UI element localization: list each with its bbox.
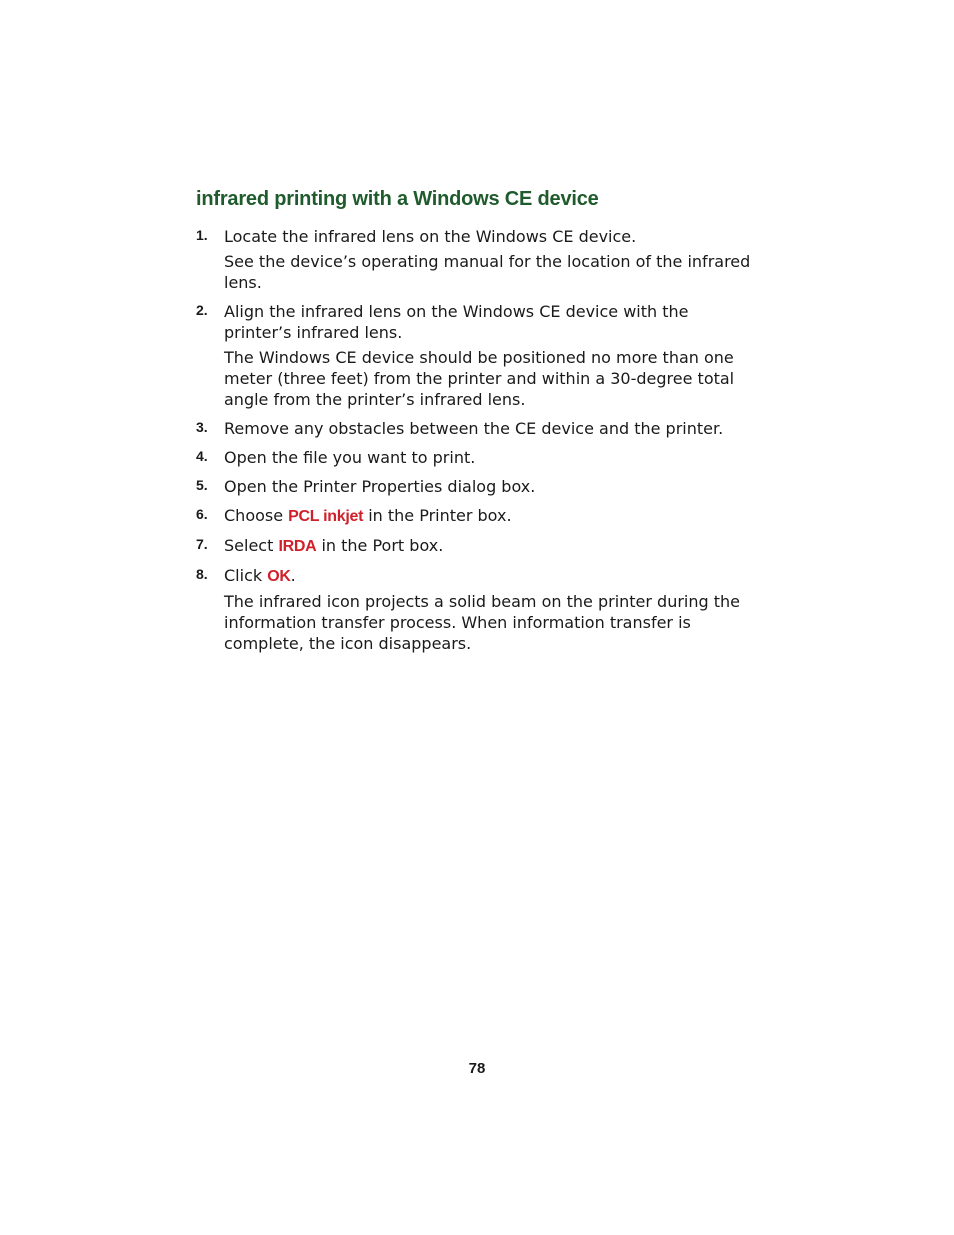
step-note: The Windows CE device should be positioned no more than one meter (three feet) from the printer and within a 30-degree total angle from the printer’s infrared lens. bbox=[224, 348, 735, 409]
port-option-irda: IRDA bbox=[278, 538, 317, 555]
step-text: Align the infrared lens on the Windows CE device with the printer’s infrared lens. bbox=[224, 302, 689, 342]
step-text-suffix: . bbox=[290, 566, 296, 585]
step-text: Open the Printer Properties dialog box. bbox=[224, 477, 536, 496]
step-text: Locate the infrared lens on the Windows CE device. bbox=[224, 227, 637, 246]
step-text-prefix: Click bbox=[224, 566, 268, 585]
step-text bbox=[224, 505, 756, 527]
steps-list bbox=[196, 226, 756, 662]
step-text-suffix: in the Port box. bbox=[316, 536, 444, 555]
step-number: 2. bbox=[196, 302, 208, 318]
step-8 bbox=[196, 565, 756, 654]
step-text-prefix: Choose bbox=[224, 506, 289, 525]
step-note: See the device’s operating manual for the location of the infrared lens. bbox=[224, 252, 751, 292]
step-7 bbox=[196, 535, 756, 557]
step-number: 4. bbox=[196, 448, 208, 464]
step-text bbox=[224, 565, 756, 587]
ok-button-label: OK bbox=[267, 568, 291, 585]
step-text-prefix: Select bbox=[224, 536, 279, 555]
step-number: 6. bbox=[196, 506, 208, 522]
step-text bbox=[224, 535, 756, 557]
step-number: 7. bbox=[196, 536, 208, 552]
step-5 bbox=[196, 476, 756, 497]
step-4 bbox=[196, 447, 756, 468]
step-text: Remove any obstacles between the CE device and the printer. bbox=[224, 419, 724, 438]
printer-option-pcl-inkjet: PCL inkjet bbox=[288, 508, 364, 525]
step-6 bbox=[196, 505, 756, 527]
section-heading: infrared printing with a Windows CE device bbox=[196, 188, 599, 210]
step-3 bbox=[196, 418, 756, 439]
step-number: 8. bbox=[196, 566, 208, 582]
step-note: The infrared icon projects a solid beam on the printer during the information transfer process. When information transfer is complete, the icon disappears. bbox=[224, 592, 741, 653]
step-text-suffix: in the Printer box. bbox=[363, 506, 512, 525]
page-number: 78 bbox=[468, 1060, 486, 1077]
step-2 bbox=[196, 301, 756, 410]
step-text: Open the file you want to print. bbox=[224, 448, 476, 467]
step-number: 1. bbox=[196, 227, 208, 243]
step-number: 5. bbox=[196, 477, 208, 493]
step-1 bbox=[196, 226, 756, 293]
step-number: 3. bbox=[196, 419, 208, 435]
